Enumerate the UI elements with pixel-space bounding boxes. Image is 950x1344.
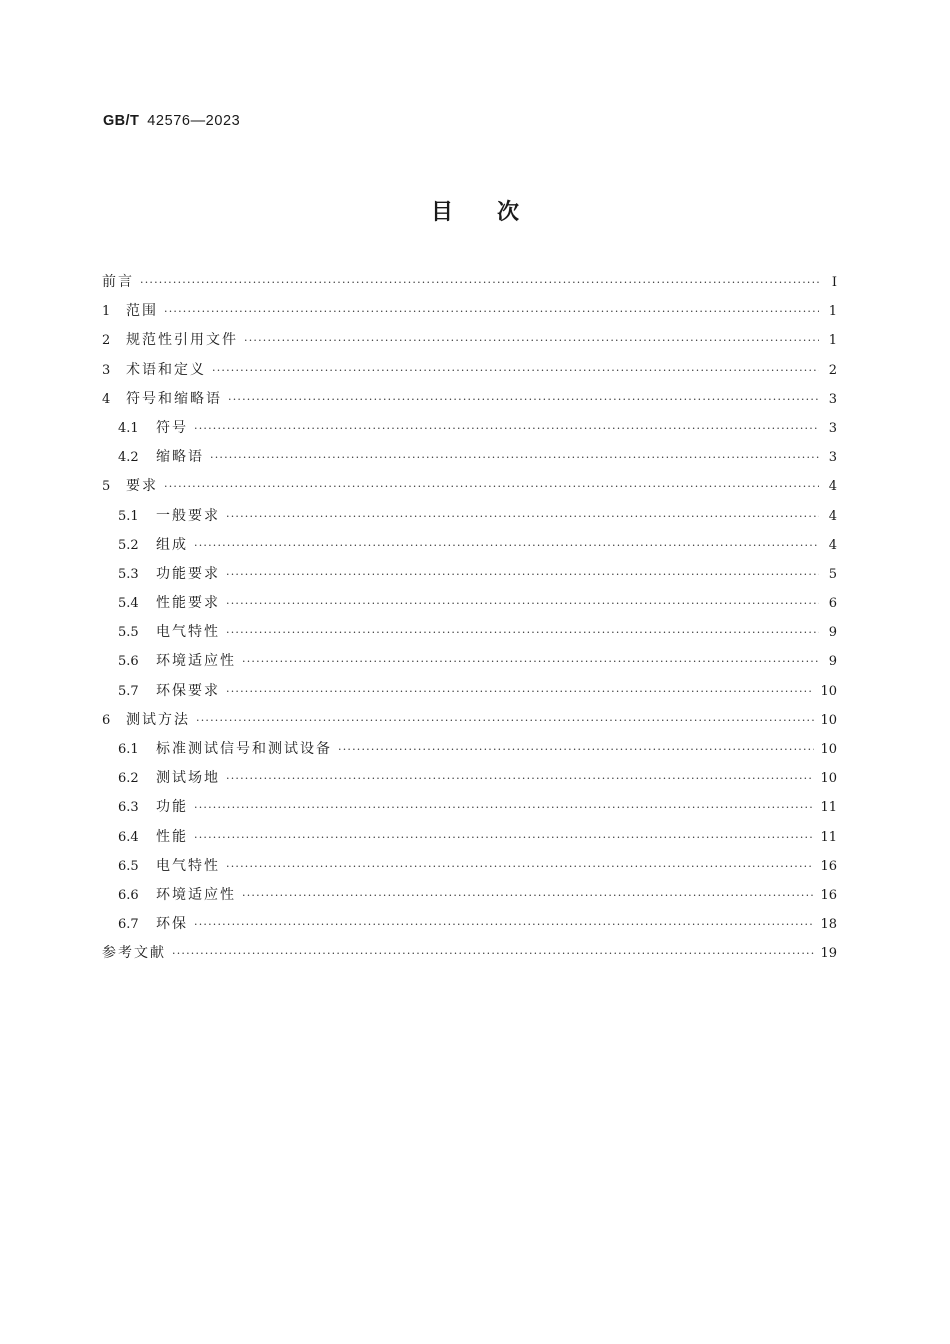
toc-entry-page: 11 <box>820 800 837 816</box>
toc-entry-label: 参考文献 <box>102 945 166 962</box>
toc-entry-number: 6.7 <box>118 917 139 933</box>
toc-leader-dots <box>226 568 819 581</box>
standard-code <box>103 113 240 129</box>
toc-entry[interactable] <box>102 475 837 504</box>
toc-entry-number: 6.5 <box>118 858 139 874</box>
toc-leader-dots <box>172 947 814 960</box>
toc-entry-page: 10 <box>820 742 837 757</box>
toc-entry-label: 测试方法 <box>126 711 190 728</box>
toc-entry[interactable] <box>102 621 837 650</box>
toc-entry-label: 范围 <box>126 303 158 320</box>
toc-entry[interactable] <box>102 709 837 738</box>
toc-entry-label: 测试场地 <box>156 770 220 787</box>
toc-entry-number: 5.3 <box>118 566 139 582</box>
toc-entry-page: 18 <box>820 917 837 933</box>
toc-entry-page: 2 <box>828 362 837 378</box>
toc-entry-label: 要求 <box>126 478 158 495</box>
toc-entry-page: 19 <box>820 946 837 962</box>
toc-entry-number: 5.2 <box>118 537 139 553</box>
toc-leader-dots <box>244 334 819 347</box>
toc-entry-page: 9 <box>828 654 837 670</box>
toc-entry-number: 4 <box>102 391 111 407</box>
toc-entry-page: Ⅰ <box>831 275 837 290</box>
table-of-contents <box>102 271 837 972</box>
toc-entry-label: 性能要求 <box>156 595 220 612</box>
toc-entry-number: 4.2 <box>118 450 139 466</box>
toc-entry-number: 5 <box>102 479 111 495</box>
toc-entry[interactable] <box>102 505 837 534</box>
toc-entry-page: 9 <box>828 625 837 641</box>
toc-leader-dots <box>226 510 819 523</box>
toc-entry-label: 前言 <box>102 274 134 290</box>
toc-leader-dots <box>194 918 814 931</box>
toc-entry[interactable] <box>102 767 837 796</box>
toc-leader-dots <box>228 393 819 406</box>
toc-entry[interactable] <box>102 884 837 913</box>
title-char-1: 目 <box>430 200 453 225</box>
toc-entry-number: 2 <box>102 333 111 349</box>
toc-leader-dots <box>164 480 819 493</box>
toc-entry-label: 缩略语 <box>156 449 204 466</box>
toc-leader-dots <box>194 801 814 814</box>
toc-leader-dots <box>210 451 819 464</box>
toc-entry-label: 环境适应性 <box>156 886 236 903</box>
toc-entry-number: 5.4 <box>118 596 139 612</box>
toc-entry-label: 性能 <box>156 828 188 845</box>
toc-entry[interactable] <box>102 942 837 971</box>
toc-entry-label: 电气特性 <box>156 857 220 874</box>
toc-entry[interactable] <box>102 446 837 475</box>
toc-entry-page: 11 <box>820 829 837 845</box>
toc-leader-dots <box>226 626 819 639</box>
toc-entry-number: 6.2 <box>118 771 139 787</box>
toc-entry[interactable] <box>102 855 837 884</box>
toc-entry[interactable] <box>102 680 837 709</box>
toc-entry-number: 6.1 <box>118 742 139 757</box>
toc-entry[interactable] <box>102 738 837 767</box>
toc-entry-page: 16 <box>820 858 837 874</box>
toc-entry[interactable] <box>102 796 837 825</box>
toc-entry[interactable] <box>102 650 837 679</box>
title-char-2: 次 <box>497 200 520 225</box>
toc-entry-page: 10 <box>820 712 837 728</box>
toc-entry[interactable] <box>102 913 837 942</box>
toc-entry-number: 5.7 <box>118 683 139 699</box>
toc-entry-page: 4 <box>828 537 837 553</box>
toc-entry-page: 3 <box>828 450 837 466</box>
toc-entry-label: 组成 <box>156 536 188 553</box>
toc-leader-dots <box>226 597 819 610</box>
toc-entry[interactable] <box>102 300 837 329</box>
toc-entry-label: 一般要求 <box>156 507 220 524</box>
toc-entry-page: 10 <box>820 771 837 787</box>
toc-entry-number: 6.3 <box>118 800 139 816</box>
toc-entry-label: 功能 <box>156 799 188 816</box>
toc-entry-page: 4 <box>828 479 837 495</box>
standard-number: 42576—2023 <box>147 113 241 129</box>
toc-entry-page: 1 <box>828 304 837 320</box>
toc-entry-number: 3 <box>102 362 111 378</box>
toc-entry[interactable] <box>102 417 837 446</box>
toc-entry-number: 5.1 <box>118 508 139 524</box>
toc-entry-label: 符号和缩略语 <box>126 390 222 407</box>
toc-leader-dots <box>140 276 819 289</box>
toc-entry-label: 符号 <box>156 419 188 436</box>
toc-entry-label: 规范性引用文件 <box>126 332 238 349</box>
toc-entry-number: 1 <box>102 304 111 320</box>
toc-entry-label: 环保要求 <box>156 682 220 699</box>
toc-entry[interactable] <box>102 388 837 417</box>
toc-leader-dots <box>196 714 814 727</box>
toc-entry[interactable] <box>102 592 837 621</box>
toc-entry-label: 环境适应性 <box>156 653 236 670</box>
toc-leader-dots <box>338 743 814 756</box>
toc-entry-number: 5.6 <box>118 654 139 670</box>
toc-entry[interactable] <box>102 534 837 563</box>
toc-leader-dots <box>226 685 814 698</box>
toc-entry-page: 5 <box>828 566 837 582</box>
toc-entry-page: 1 <box>828 333 837 349</box>
toc-entry[interactable] <box>102 329 837 358</box>
toc-leader-dots <box>242 889 814 902</box>
toc-entry-label: 标准测试信号和测试设备 <box>156 741 332 757</box>
toc-leader-dots <box>194 539 819 552</box>
toc-entry-page: 3 <box>828 391 837 407</box>
toc-leader-dots <box>194 831 814 844</box>
toc-entry-number: 6.4 <box>118 829 139 845</box>
standard-prefix: GB/T <box>103 113 140 129</box>
toc-entry[interactable] <box>102 359 837 388</box>
toc-entry[interactable] <box>102 826 837 855</box>
toc-entry-label: 环保 <box>156 916 188 933</box>
toc-entry[interactable] <box>102 271 837 300</box>
toc-leader-dots <box>226 772 814 785</box>
toc-entry-label: 术语和定义 <box>126 361 206 378</box>
toc-entry-page: 16 <box>820 887 837 903</box>
toc-entry-number: 4.1 <box>118 420 139 436</box>
toc-entry-number: 6 <box>102 712 111 728</box>
toc-leader-dots <box>194 422 819 435</box>
toc-leader-dots <box>164 305 819 318</box>
toc-entry-label: 功能要求 <box>156 565 220 582</box>
toc-entry-page: 6 <box>828 596 837 612</box>
toc-entry[interactable] <box>102 563 837 592</box>
toc-entry-number: 6.6 <box>118 887 139 903</box>
toc-entry-label: 电气特性 <box>156 624 220 641</box>
toc-entry-page: 10 <box>820 683 837 699</box>
toc-leader-dots <box>226 860 814 873</box>
page-title <box>0 195 950 226</box>
toc-leader-dots <box>212 364 819 377</box>
toc-entry-number: 5.5 <box>118 625 139 641</box>
toc-entry-page: 4 <box>828 508 837 524</box>
toc-entry-page: 3 <box>828 420 837 436</box>
toc-leader-dots <box>242 655 819 668</box>
